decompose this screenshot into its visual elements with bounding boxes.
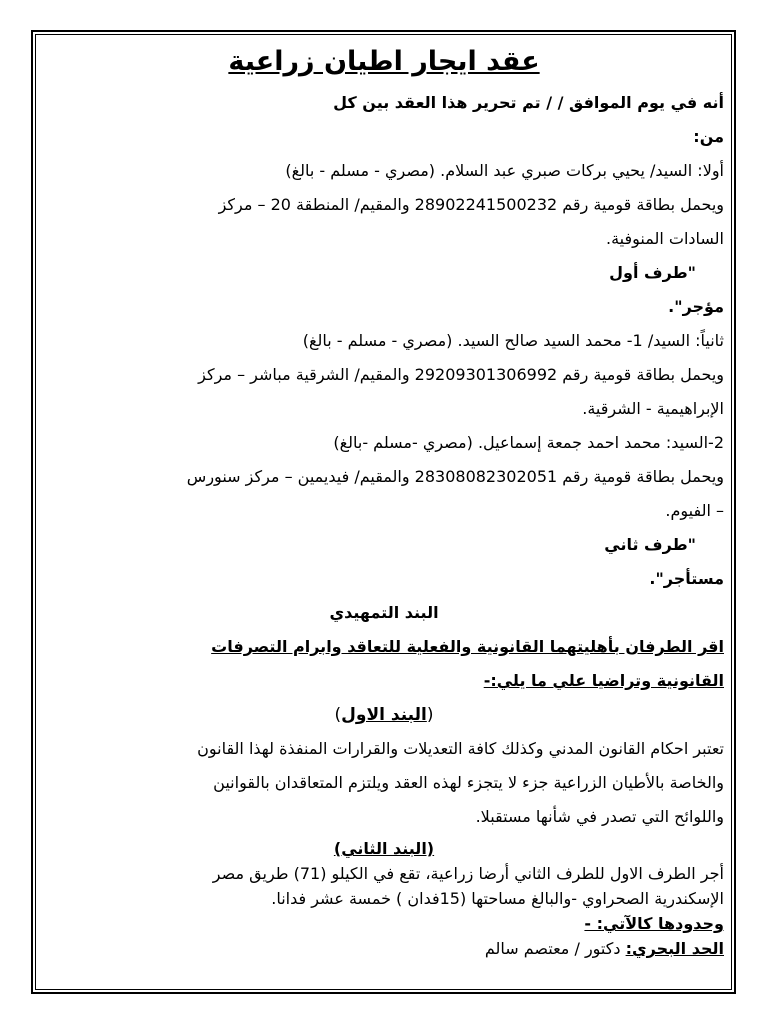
clause1-title: البند الاول	[341, 705, 427, 725]
clause2-line: الإسكندرية الصحراوي -والبالغ مساحتها (15فدان ) خمسة عشر فدانا.	[271, 889, 724, 908]
second-party-role: مستأجر".	[649, 569, 724, 588]
contract-document	[44, 40, 724, 961]
second-party-label: "طرف ثاني	[604, 535, 696, 554]
second-party-person1-name: ثانياً: السيد/ 1- محمد السيد صالح السيد. (مصري - مسلم - بالغ)	[302, 331, 724, 350]
clause2-heading: (البند الثاني)	[333, 839, 435, 858]
second-party-person2-id: ويحمل بطاقة قومية رقم 28308082302051 والمقيم/ فيديمين – مركز سنورس	[186, 467, 724, 486]
second-party-person1-id: ويحمل بطاقة قومية رقم 29209301306992 والمقيم/ الشرقية مباشر – مركز	[198, 365, 724, 384]
second-party-person2-address: – الفيوم.	[665, 501, 724, 520]
clause2-line: أجر الطرف الاول للطرف الثاني أرضا زراعية، تقع في الكيلو (71) طريق مصر	[212, 864, 724, 883]
boundaries-heading: وحدودها كالآتي: -	[584, 914, 724, 933]
clause1-paren-open: (	[426, 705, 434, 725]
preamble-line: اقر الطرفان بأهليتهما القانونية والفعلية للتعاقد وابرام التصرفات	[211, 637, 724, 656]
preamble-heading: البند التمهيدي	[329, 603, 439, 622]
first-party-label: "طرف أول	[609, 263, 696, 282]
clause1-line: تعتبر احكام القانون المدني وكذلك كافة التعديلات والقرارات المنفذة لهذا القانون	[197, 739, 724, 758]
first-party-role: مؤجر".	[668, 297, 724, 316]
north-boundary-label: الحد البحري:	[625, 939, 724, 958]
north-boundary	[44, 936, 724, 961]
clause1-line: والخاصة بالأطيان الزراعية جزء لا يتجزء لهذه العقد ويلتزم المتعاقدان بالقوانين	[213, 773, 724, 792]
clause1-line: واللوائح التي تصدر في شأنها مستقبلا.	[475, 807, 724, 826]
preamble-line-continued: القانونية وتراضيا علي ما يلي:-	[483, 671, 724, 690]
clause1-paren-close: )	[334, 705, 342, 725]
intro-line-continued: من:	[693, 127, 724, 146]
intro-line: أنه في يوم الموافق / / تم تحرير هذا العقد بين كل	[333, 93, 724, 112]
second-party-person1-address: الإبراهيمية - الشرقية.	[582, 399, 724, 418]
clause1-heading	[44, 698, 724, 732]
first-party-name: أولا: السيد/ يحيي بركات صبري عبد السلام. (مصري - مسلم - بالغ)	[285, 161, 724, 180]
north-boundary-value: دكتور / معتصم سالم	[484, 939, 626, 958]
document-title: عقد ايجار اطيان زراعية	[228, 46, 540, 77]
second-party-person2-name: 2-السيد: محمد احمد جمعة إسماعيل. (مصري -مسلم -بالغ)	[333, 433, 724, 452]
first-party-id: ويحمل بطاقة قومية رقم 28902241500232 والمقيم/ المنطقة 20 – مركز	[218, 195, 724, 214]
first-party-address: السادات المنوفية.	[606, 229, 724, 248]
